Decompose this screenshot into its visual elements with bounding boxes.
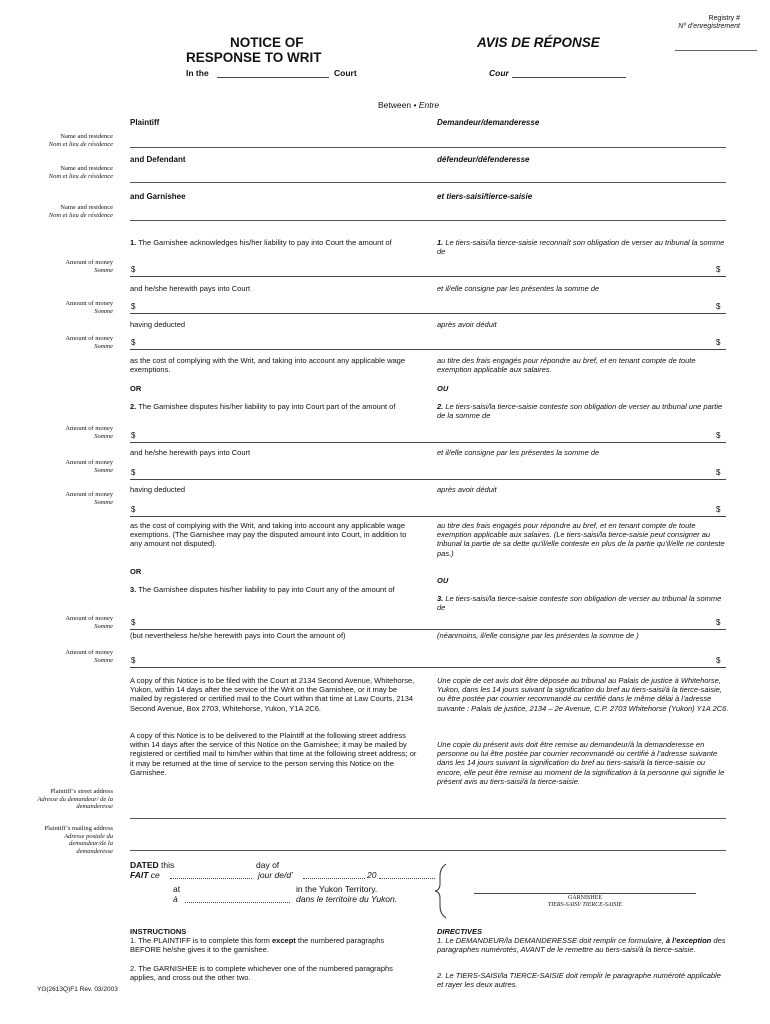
court-en-suffix: Court	[334, 68, 357, 78]
currency-symbol: $	[716, 468, 721, 477]
currency-symbol: $	[131, 265, 136, 274]
month-field[interactable]	[303, 878, 365, 879]
section1-deduct-fr: après avoir déduit	[437, 320, 497, 329]
section2-pays-en: and he/she herewith pays into Court	[130, 448, 251, 457]
between-label: Between • Entre	[378, 100, 440, 110]
filing-court-en: A copy of this Notice is to be filed with the Court at 2134 Second Avenue, Whitehorse, Yukon, within 14 days after the service of the Writ on the Garnishee, or it may be mailed by registered or certified mail to the Court within that time at Law Courts, 2134 Second Avenue, Box 2703, Whitehorse, Yukon, Y1A 2C6.	[130, 676, 415, 713]
side-amount-5: Amount of money Somme	[65, 459, 113, 474]
section2-deduct-fr: après avoir déduit	[437, 485, 497, 494]
place-field[interactable]	[185, 902, 290, 903]
section1-paid-field[interactable]	[130, 313, 726, 314]
side-amount-1: Amount of money Somme	[65, 259, 113, 274]
side-plaintiff-street: Plaintiff’s street address Adresse du demandeur/ de la demanderesse	[37, 788, 113, 810]
plaintiff-name-field[interactable]	[130, 147, 726, 148]
garnishee-label-fr: et tiers-saisi/tierce-saisie	[437, 192, 533, 201]
registry-number-field[interactable]	[675, 50, 757, 51]
or-label-fr: OU	[437, 576, 449, 585]
section2-text-fr: 2. Le tiers-saisi/la tierce-saisie conteste son obligation de verser au tribunal une partie de la somme de	[437, 402, 723, 421]
garnishee-signature-field[interactable]	[474, 893, 696, 894]
section1-text-en: 1. The Garnishee acknowledges his/her liability to pay into Court the amount of	[130, 238, 392, 247]
instructions-heading-fr: DIRECTIVES	[437, 927, 483, 936]
day-field[interactable]	[170, 878, 252, 879]
court-en-prefix: In the	[186, 68, 209, 78]
fait-label: FAIT ce	[130, 870, 160, 880]
currency-symbol: $	[716, 338, 721, 347]
section3-text-en: 3. The Garnishee disputes his/her liability to pay into Court any of the amount of	[130, 585, 395, 594]
instruction-1-en: 1. The PLAINTIFF is to complete this form except the numbered paragraphs BEFORE he/she gives it to the garnishee.	[130, 936, 385, 955]
section3-pays-en: (but nevertheless he/she herewith pays into Court the amount of)	[130, 631, 346, 640]
day-of-label: day of	[256, 860, 280, 870]
section2-cost-fr: au titre des frais engagés pour répondre au bref, et en tenant compte de toute exemption applicable aux salaires. (Le tiers-saisi/la tierce-saisie peut consigner au tribunal la partie de sa dette qu’il/elle conteste en plus de la partie qu’il/elle ne conteste pas.)	[437, 521, 725, 558]
section1-amount-field[interactable]	[130, 276, 726, 277]
defendant-name-field[interactable]	[130, 182, 726, 183]
jour-label: jour de/d’	[258, 870, 293, 880]
section1-pays-en: and he/she herewith pays into Court	[130, 284, 251, 293]
year-prefix: 20	[367, 870, 377, 880]
currency-symbol: $	[716, 431, 721, 440]
defendant-label-fr: défendeur/défenderesse	[437, 155, 530, 164]
filing-court-fr: Une copie de cet avis doit être déposée au tribunal au Palais de justice à Whitehorse, Yukon, dans les 14 jours suivant la signification du bref au tiers-saisi/à la tierce-saisie, ou être postée par courrier recommandé ou certifié dans le même délai à l’adresse suivante : Palais de justice, 2134 – 2e Avenue, C.P. 2703 Whitehorse (Yukon) Y1A 2C6.	[437, 676, 729, 713]
a-label: à	[173, 894, 178, 904]
yukon-fr: dans le territoire du Yukon.	[296, 894, 398, 904]
section1-cost-fr: au titre des frais engagés pour répondre au bref, et en tenant compte de toute exemption applicable aux salaires.	[437, 356, 696, 375]
section3-pays-fr: (néanmoins, il/elle consigne par les présentes la somme de )	[437, 631, 639, 640]
side-amount-8: Amount of money Somme	[65, 649, 113, 664]
currency-symbol: $	[716, 302, 721, 311]
dated-line-en: DATED this	[130, 860, 175, 870]
section2-deduct-en: having deducted	[130, 485, 186, 494]
side-amount-7: Amount of money Somme	[65, 615, 113, 630]
currency-symbol: $	[716, 505, 721, 514]
filing-plaintiff-fr: Une copie du présent avis doit être remise au demandeur/à la demanderesse en personne ou lui être postée par courrier recommandé ou certifié à l’adresse suivante dans les 14 jours suivant la signification du bref au tiers-saisi/à la tierce-saisie ou encore, elle peut être remise au moment de la signification à la personne qui signifie le présent avis au tiers-saisi/à la tierce-saisie.	[437, 740, 725, 786]
filing-plaintiff-en: A copy of this Notice is to be delivered to the Plaintiff at the following street address within 14 days after the service of this Notice on the Garnishee; it may be mailed by registered or certified mail to him/her within that time at the following street address; or it may be returned at the time of service to the person serving this Notice on the Garnishee.	[130, 731, 417, 777]
side-amount-6: Amount of money Somme	[65, 491, 113, 506]
court-fr-label: Cour	[489, 68, 509, 78]
court-fr-field[interactable]	[512, 77, 626, 78]
year-field[interactable]	[379, 878, 435, 879]
section2-pays-fr: et il/elle consigne par les présentes la somme de	[437, 448, 600, 457]
side-amount-4: Amount of money Somme	[65, 425, 113, 440]
currency-symbol: $	[131, 302, 136, 311]
yukon-en: in the Yukon Territory.	[296, 884, 378, 894]
garnishee-name-field[interactable]	[130, 220, 726, 221]
section2-paid-field[interactable]	[130, 479, 726, 480]
section2-deducted-field[interactable]	[130, 516, 726, 517]
section3-text-fr: 3. Le tiers-saisi/la tierce-saisie conteste son obligation de verser au tribunal la somme de	[437, 594, 722, 613]
section1-deduct-en: having deducted	[130, 320, 186, 329]
at-label: at	[173, 884, 181, 894]
defendant-label-en: and Defendant	[130, 155, 186, 164]
section3-paid-field[interactable]	[130, 667, 726, 668]
plaintiff-mailing-address-field[interactable]	[130, 850, 726, 851]
form-id: YG(2613Q)F1 Rev. 03/2003	[37, 986, 118, 993]
plaintiff-label-en: Plaintiff	[130, 118, 160, 127]
or-label-en: OR	[130, 384, 142, 393]
currency-symbol: $	[131, 656, 136, 665]
side-amount-3: Amount of money Somme	[65, 335, 113, 350]
title-en-line2: RESPONSE TO WRIT	[186, 50, 322, 65]
instruction-1-fr: 1. Le DEMANDEUR/la DEMANDERESSE doit remplir ce formulaire, à l’exception des paragraphes numérotés, AVANT de le remettre au tiers-saisi/à la tierce-saisie.	[437, 936, 726, 955]
instruction-2-fr: 2. Le TIERS-SAISI/la TIERCE-SAISIE doit remplir le paragraphe numéroté applicable et rayer les deux autres.	[437, 971, 721, 990]
side-amount-2: Amount of money Somme	[65, 300, 113, 315]
currency-symbol: $	[131, 505, 136, 514]
side-name-residence-2: Name and residence Nom et lieu de résidence	[48, 165, 113, 180]
side-name-residence-3: Name and residence Nom et lieu de résidence	[48, 204, 113, 219]
currency-symbol: $	[716, 618, 721, 627]
registry-label: Registry # Nº d’enregistrement	[678, 15, 740, 30]
garnishee-signature-label: GARNISHEE TIERS-SAISI/ TIERCE-SAISIE	[547, 895, 623, 908]
currency-symbol: $	[131, 618, 136, 627]
currency-symbol: $	[716, 265, 721, 274]
title-en-line1: NOTICE OF	[230, 35, 304, 50]
section2-amount-field[interactable]	[130, 442, 726, 443]
section2-text-en: 2. The Garnishee disputes his/her liability to pay into Court part of the amount of	[130, 402, 396, 411]
section1-text-fr: 1. Le tiers-saisi/la tierce-saisie reconnaît son obligation de verser au tribunal la somme de	[437, 238, 725, 257]
currency-symbol: $	[131, 468, 136, 477]
plaintiff-street-address-field[interactable]	[130, 818, 726, 819]
section1-cost-en: as the cost of complying with the Writ, and taking into account any applicable wage exemptions.	[130, 356, 406, 375]
section3-amount-field[interactable]	[130, 629, 726, 630]
or-label-en: OR	[130, 567, 142, 576]
title-fr: AVIS DE RÉPONSE	[477, 35, 600, 50]
side-name-residence-1: Name and residence Nom et lieu de résidence	[48, 133, 113, 148]
instructions-heading-en: INSTRUCTIONS	[130, 927, 187, 936]
or-label-fr: OU	[437, 384, 449, 393]
garnishee-label-en: and Garnishee	[130, 192, 186, 201]
currency-symbol: $	[131, 431, 136, 440]
instruction-2-en: 2. The GARNISHEE is to complete whichever one of the numbered paragraphs applies, and cross out the other two.	[130, 964, 393, 983]
section1-pays-fr: et il/elle consigne par les présentes la somme de	[437, 284, 600, 293]
court-en-field[interactable]	[217, 77, 329, 78]
currency-symbol: $	[716, 656, 721, 665]
side-plaintiff-mailing: Plaintiff’s mailing address Adresse postale du demandeur/de la demanderesse	[44, 825, 113, 855]
plaintiff-label-fr: Demandeur/demanderesse	[437, 118, 540, 127]
section1-deducted-field[interactable]	[130, 349, 726, 350]
currency-symbol: $	[131, 338, 136, 347]
section2-cost-en: as the cost of complying with the Writ, and taking into account any applicable wage exemptions. (The Garnishee may pay the disputed amount into Court, in addition to any amount not disputed).	[130, 521, 407, 549]
signature-bracket	[434, 862, 450, 920]
